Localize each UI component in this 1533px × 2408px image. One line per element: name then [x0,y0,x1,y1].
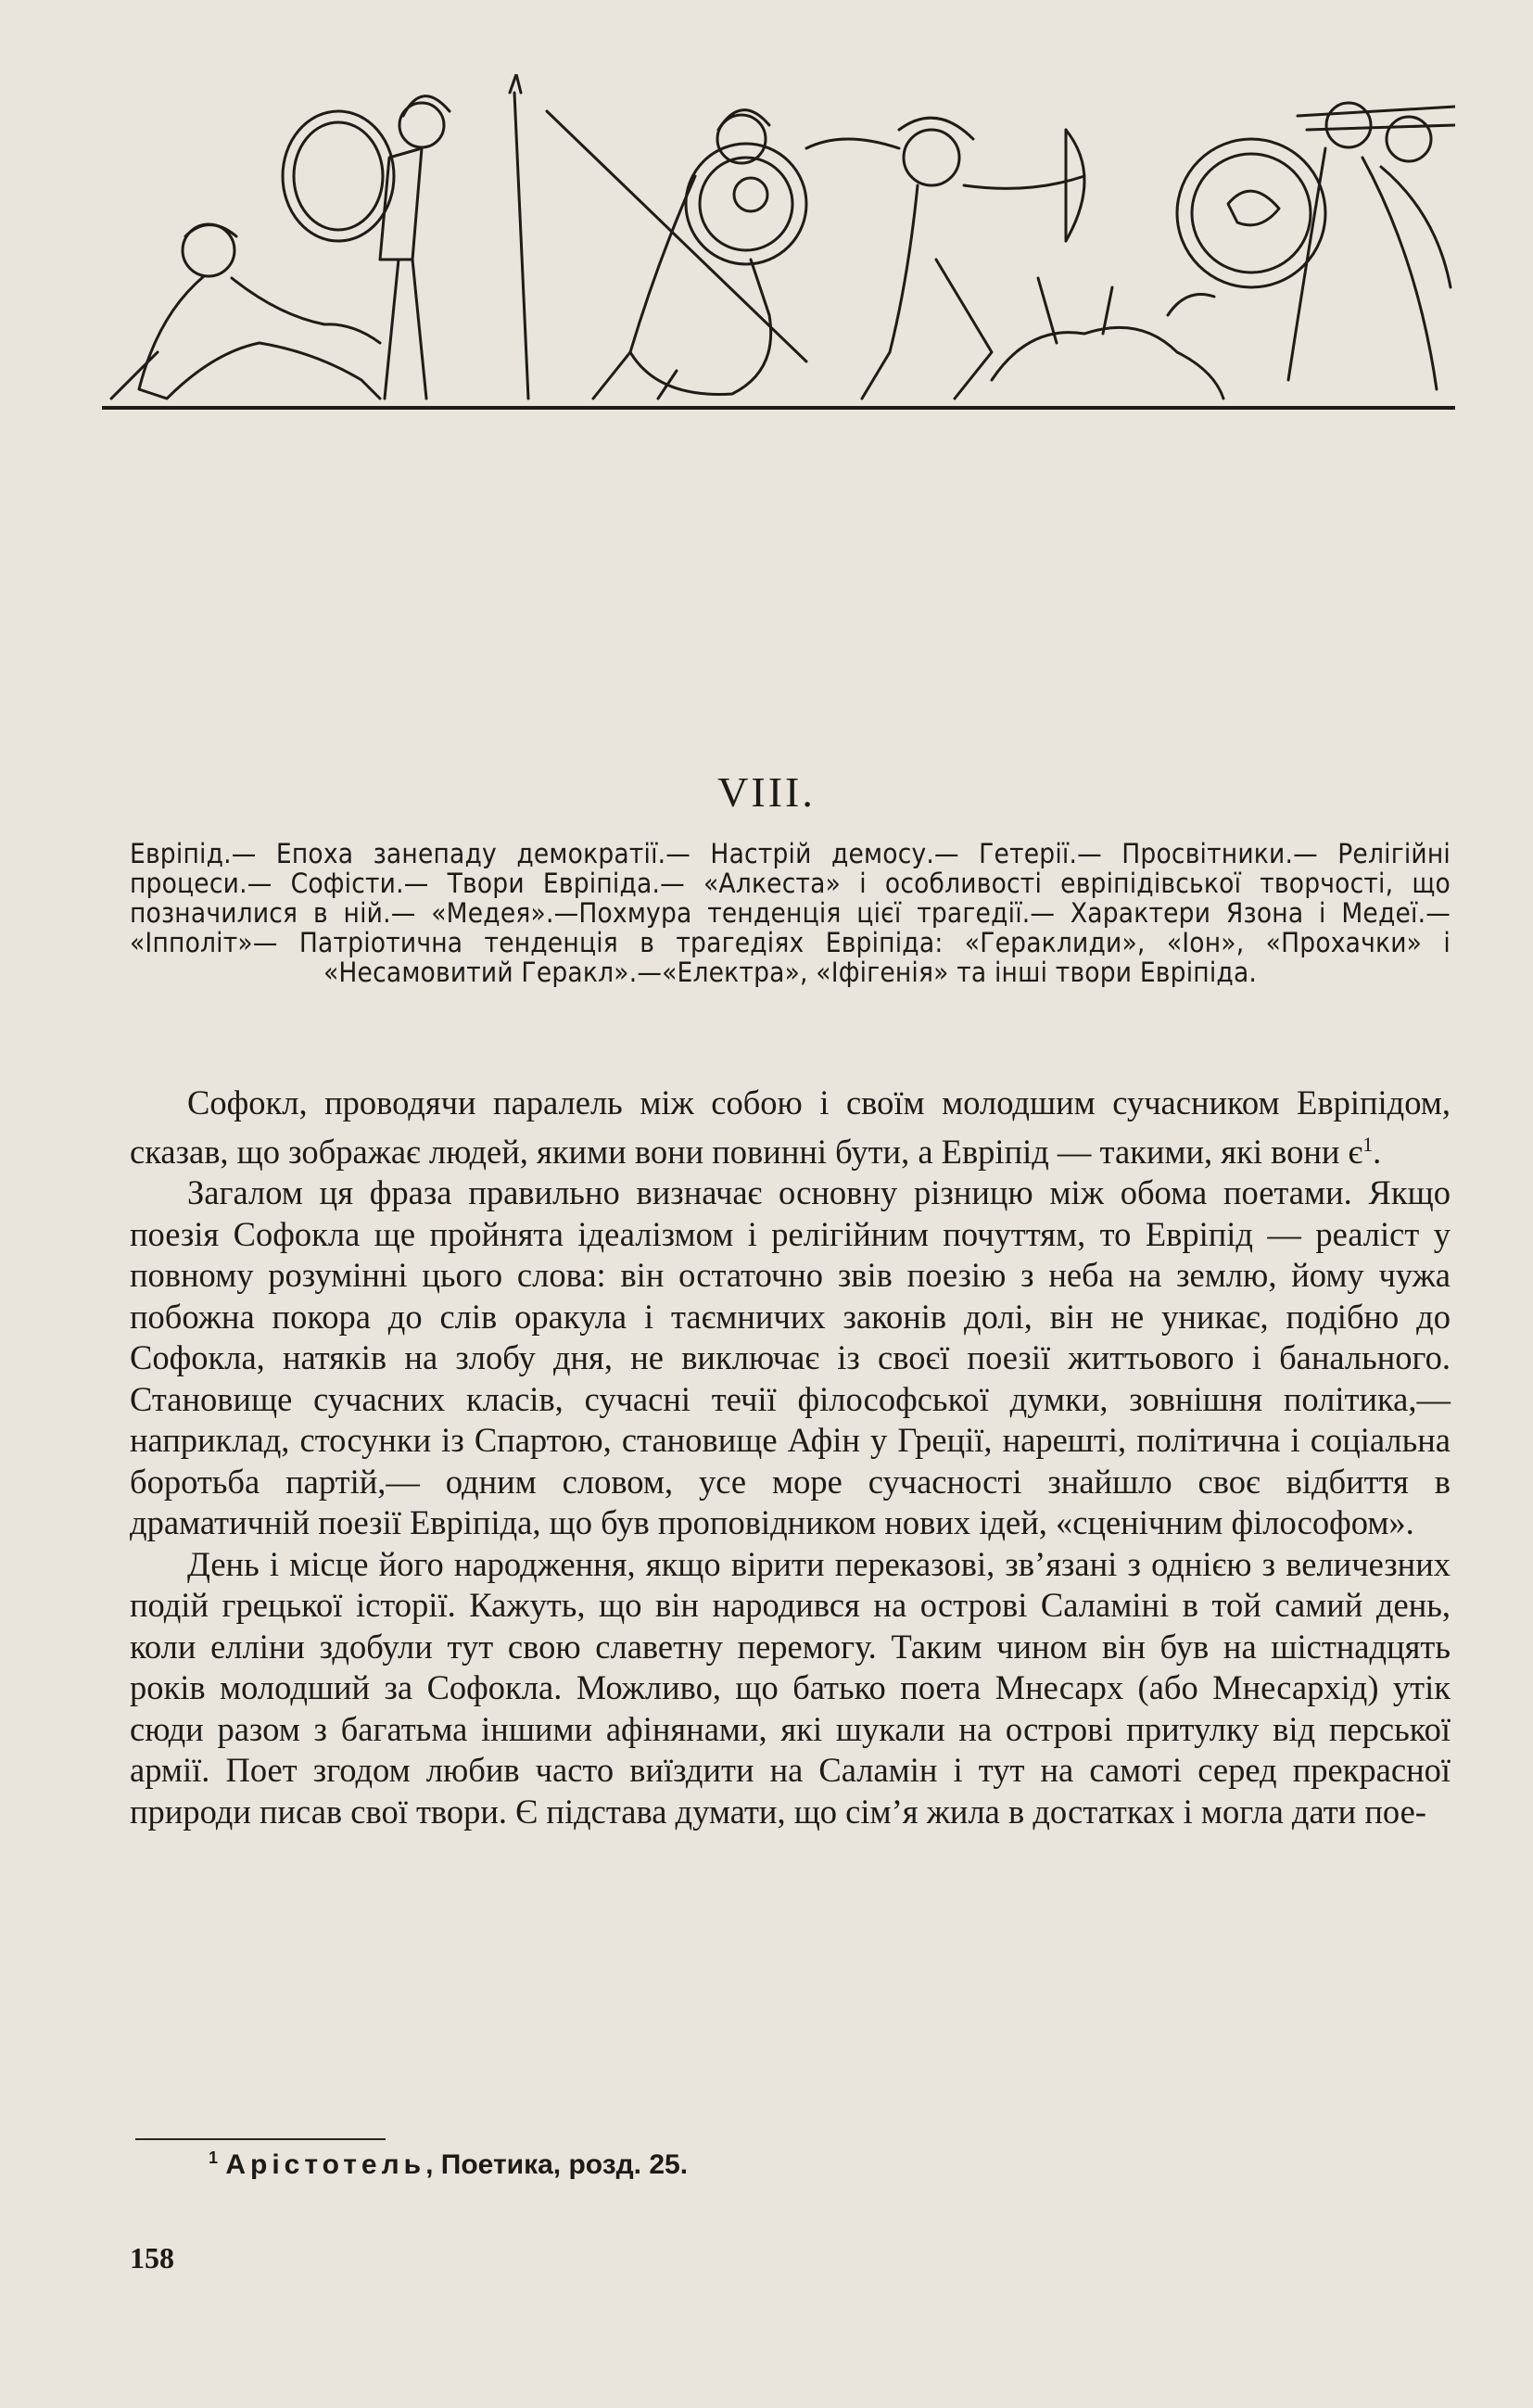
paragraph-3: День і місце його народження, якщо вірити переказові, зв’язані з однією з величезних подій грецької історії. Кажуть, що він народився на острові Саламіні в той самий день, коли елліни здобули тут свою славетну перемогу. Таким чином він був на шістнадцять років молодший за Софокла. Можливо, що батько поета Мнесарх (або Мнесархід) утік сюди разом з багатьма іншими афінянами, які шукали на острові притулку від перської армії. Поет згодом любив часто виїздити на Саламін і тут на самоті серед прекрасної природи писав свої твори. Є підстава думати, що сім’я жила в достатках і могла дати пое- [130,1544,1451,1831]
fallen-warrior-figure [111,224,380,399]
paragraph-2: Загалом ця фраза правильно визначає основну різницю між обома поетами. Якщо поезія Софокла ще пройнята ідеалізмом і релігійним почуттям, то Евріпід — реаліст у повному розумінні цього слова: він остаточно звів поезію з неба на землю, йому чужа побожна покора до слів оракула і таємничих законів долі, він не уникає, подібно до Софокла, натяків на злобу дня, не виключає із своєї поезії життьового і банального. Становище сучасних класів, сучасні течії філософської думки, зовнішня політика,— наприклад, стосунки із Спартою, становище Афін у Греції, нарешті, політична і соціальна боротьба партій,— одним словом, усе море сучасності знайшло своє відбиття в драматичній поезії Евріпіда, що був проповідником нових ідей, «сценічним філософом». [130,1173,1451,1542]
goddess-figure [547,110,806,399]
main-text [130,1083,1451,1832]
footnote: $^1$ Арістотель, Поетика, розд. 25. [209,2148,689,2180]
chapter-summary: Евріпід.— Епоха занепаду демократії.— Настрій демосу.— Гетерії.— Просвітники.— Релігійні процеси.— Софісти.— Твори Евріпіда.— «Алкеста» і особливості евріпідівської творчості, що позначилися в ній.— «Медея».—Похмура тенденція цієї трагедії.— Характери Язона і Медеї.— «Іпполіт»— Патріотична тенденція в трагедіях Евріпіда: «Гераклиди», «Іон», «Прохачки» і «Несамовитий Геракл».—«Електра», «Іфігенія» та інші твори Евріпіда. [130,838,1451,988]
footnote-reference: 1 [1362,1132,1374,1156]
footnote-source: , Поетика, розд. 25. [425,2149,689,2180]
archer-figure [806,118,1084,399]
fallen-animal-figure [992,278,1223,399]
hoplite-figure [283,74,528,399]
page-number: 158 [130,2241,174,2275]
footnote-author: Арістотель [225,2149,426,2180]
footnote-divider [135,2138,386,2140]
greek-frieze-illustration [102,74,1455,417]
paragraph-1: Софокл, проводячи паралель між собою і своїм молодшим сучасником Евріпідом, сказав, що зображає людей, якими вони повинні бути, а Евріпід — такими, які вони $є^1$. [130,1084,1451,1171]
chapter-number: VIII. [717,768,816,816]
chariot-warriors-figure [1177,103,1455,389]
